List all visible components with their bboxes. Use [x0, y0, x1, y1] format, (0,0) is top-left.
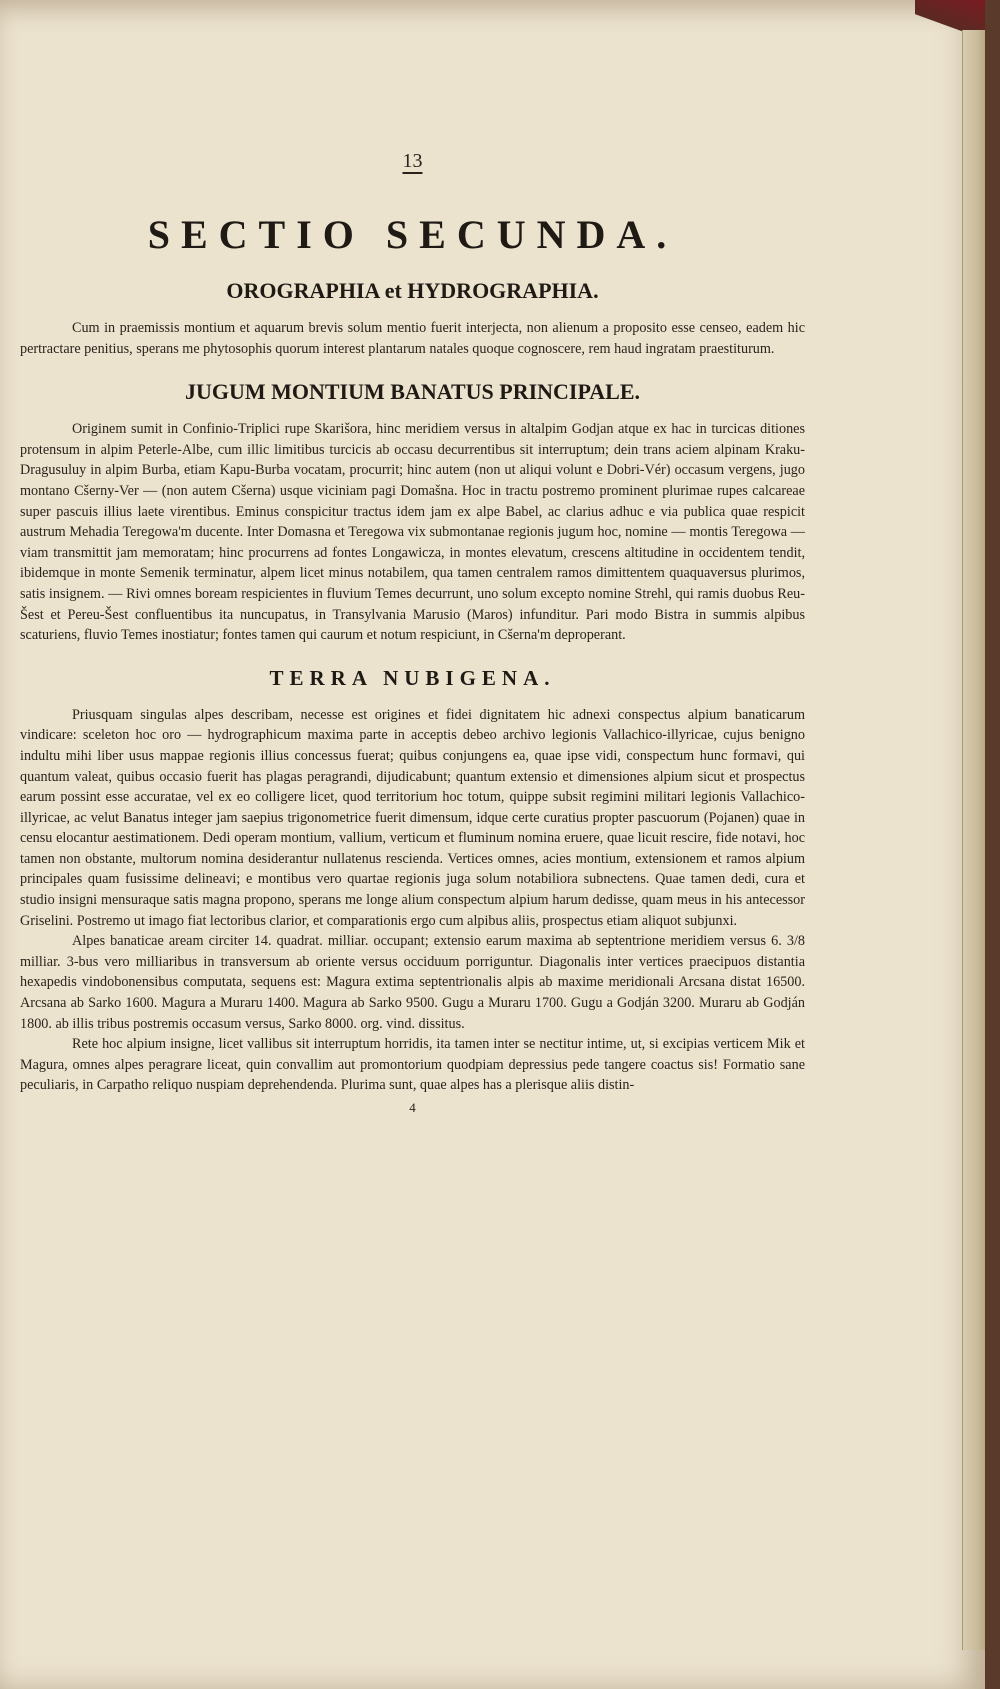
heading-terra: TERRA NUBIGENA.	[269, 665, 556, 690]
terra-paragraph-2: Alpes banaticae aream circiter 14. quadrat. milliar. occupant; extensio earum maxima ab septentrione meridiem versus 6. 3/8 milliar. 3-bus vero milliaribus in transversum ab oriente versus occiduum porriguntur. Diagonalis inter vertices praecipuos distantia hexapedis vindobonensibus computata, sequens est: Magura extima septentrionalis alpis ab maxime meridionali Arcsana distat 16500. Arcsana ab Sarko 1600. Magura a Muraru 1400. Magura ab Sarko 9500. Gugu a Muraru 1700. Gugu a Godján 3200. Muraru ab Godján 1800. ab illis tribus postremis occasum versus, Sarko 8000. org. vind. dissitus.	[20, 933, 805, 1032]
terra-paragraph-1: Priusquam singulas alpes describam, necesse est origines et fidei dignitatem hic adnexi conspectus alpium banaticarum vindicare: sceleton hoc oro — hydrographicum maxima parte in acceptis debeo archivo legionis Vallachico-illyricae, cujus benigno indultu mihi liber usus mappae regionis illius concessus fuerat; quibus conjungens ea, quae ipse vidi, conspectum hunc formavi, qui quantum valeat, quibus occasio fuerit has plagas peragrandi, dijudicabunt; quantum extensio et dimensiones alpium sicut et prospectus earum possint esse accuratae, vel ex eo colligere licet, quod territorium hoc totum, quippe subsit regimini militari legionis Vallachico-illyricae, ac velut Banatus integer jam saepius trigonometrice fuerit dimensum, idque certe curatius propter pascuorum (Pojanen) quae in censu elocantur aestimationem. Dedi operam montium, vallium, verticum et fluminum nomina eruere, quae licuit rescire, fide notavi, hoc tamen non obstante, multorum nomina desiderantur nullatenus rescienda. Vertices omnes, acies montium, extensionem et ramos alpium principales quam fusissime delineavi; e montibus vero quartae regionis juga solum notabiliora subnectens. Quae tamen dedi, cura et studio insigni mensuraque satis magna propono, sperans me longe alium conspectum alpium harum dedisse, quam meus in his antecessor Griselini. Postremo ut imago fiat lectoribus clarior, et comparationis ergo cum alpibus aliis, prospectus etiam aliquot subjunxi.	[20, 706, 805, 929]
terra-paragraph-3: Rete hoc alpium insigne, licet vallibus sit interruptum horridis, ita tamen inter se nectitur intime, ut, si excipias verticem Mik et Magura, omnes alpes peragrare liceat, quin convallim aut promontorium quodpiam depressius pede tangere coactus sis! Formatio sane peculiaris, in Carpatho reliquo nuspiam deprehendenda. Plurima sunt, quae alpes has a plerisque aliis distin-	[20, 1036, 805, 1094]
intro-paragraph: Cum in praemissis montium et aquarum brevis solum mentio fuerit interjecta, non alienum a proposito esse censeo, eadem hic pertractare penitius, sperans me phytosophis quorum interest plantarum natales quoque cognoscere, rem haud ingratam praestiturum.	[20, 320, 805, 357]
jugum-paragraph: Originem sumit in Confinio-Triplici rupe Skarišora, hinc meridiem versus in altalpim Godjan atque ex hac in turcicas ditiones protensum in alpim Peterle-Albe, cum illic limitibus turcicis ab occasu decurrentibus sit interruptum; dein trans aciem alpinam Kraku-Dragusuluy in alpim Burba, etiam Kapu-Burba vocatam, procurrit; hinc autem (non ut aliqui volunt e Dobri-Vér) occasum vergens, jugo montano Cšerny-Ver — (non autem Cšerna) usque viciniam pagi Domašna. Hoc in tractu postremo prominent plurimae rupes calcareae super pascuis illius laete virentibus. Eminus conspicitur tractus idem jam ex alpe Babel, ac clarius adhuc e via publica quae respicit austrum Mehadia Teregowa'm ducente. Inter Domasna et Teregowa vix submontanae regionis jugum hoc, nomine — montis Teregowa — viam transmittit jam memoratam; hinc procurrens ad fontes Longawicza, in montes elevatum, crescens altitudine in occidentem tendit, ibidemque in monte Semenik terminatur, alpem licet minus notabilem, qua tamen centralem ramos dimittentem quaquaversus plurimos, satis insignem. — Rivi omnes boream respicientes in fluvium Temes decurrunt, uno solum excepto nomine Strehl, qui ramis duobus Reu-Šest et Pereu-Šest confluentibus ita nuncupatus, in Transylvania Marusio (Maros) infunditur. Pari modo Bistra in summis alpibus scaturiens, fluvio Temes inostiatur; fontes tamen qui caurum et notum respiciunt, in Cšerna'm deproperant.	[20, 421, 805, 644]
page-content	[20, 150, 805, 1116]
page-edge	[962, 30, 985, 1650]
page-number: 13	[402, 150, 423, 172]
heading-jugum: JUGUM MONTIUM BANATUS PRINCIPALE.	[184, 379, 641, 405]
subtitle: OROGRAPHIA et HYDROGRAPHIA.	[226, 278, 599, 303]
section-title: SECTIO SECUNDA.	[147, 212, 678, 257]
signature-mark: 4	[409, 1100, 416, 1115]
